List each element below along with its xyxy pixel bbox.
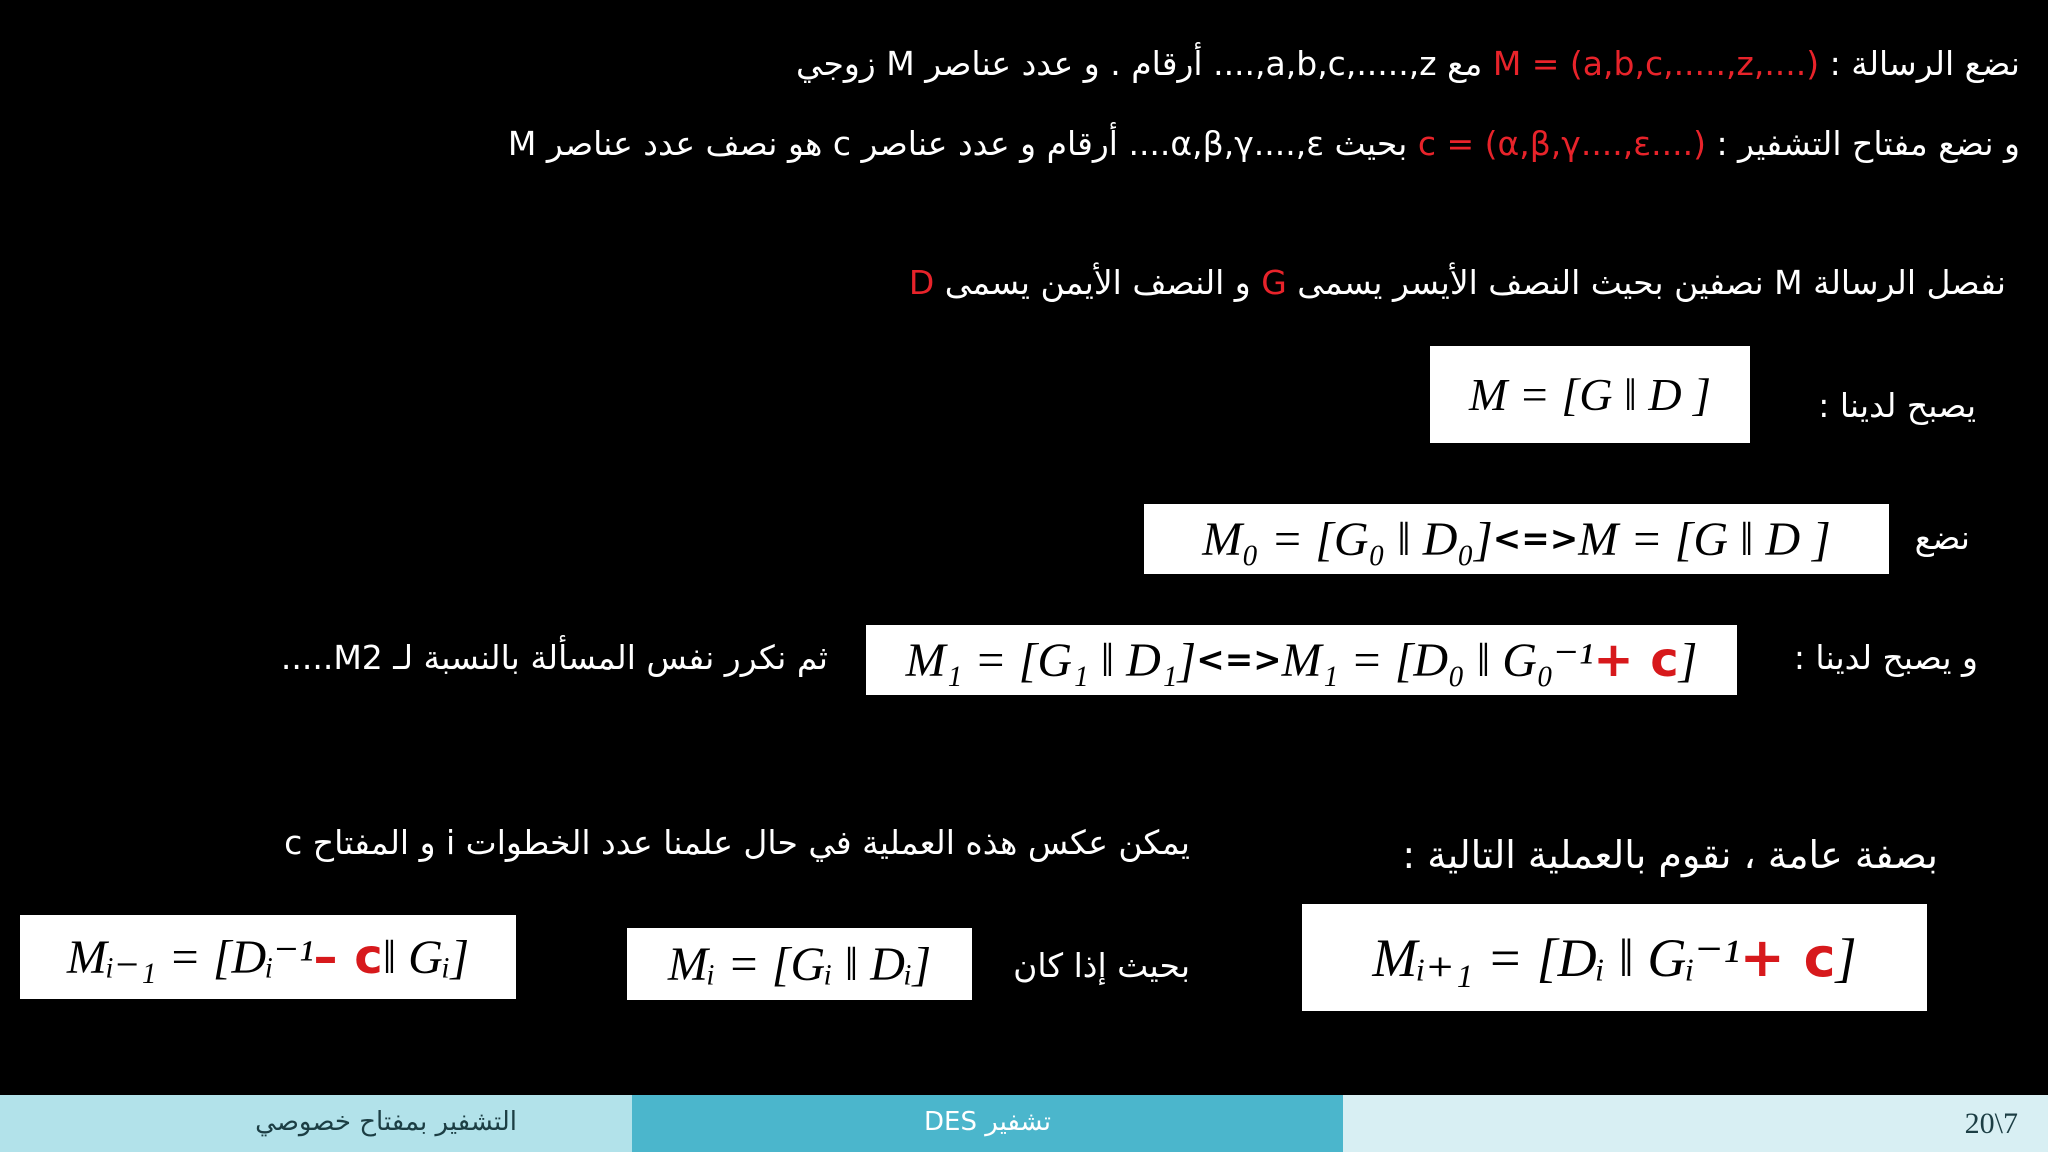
footer-topic: تشفير DES bbox=[924, 1107, 1051, 1137]
inverse-note: يمكن عكس هذه العملية في حال علمنا عدد الخطوات i و المفتاح c bbox=[284, 823, 1190, 862]
slide-number: 20\7 bbox=[1964, 1107, 2018, 1140]
if-condition-label: بحيث إذا كان bbox=[1013, 946, 1190, 985]
message-label: نضع الرسالة : bbox=[1819, 44, 2020, 83]
footer-left-section bbox=[0, 1095, 632, 1152]
formula-general-key: + c bbox=[1739, 926, 1836, 989]
key-formula: c = (α,β,γ....,ε....) bbox=[1417, 124, 1706, 163]
formula-inverse-key: – c bbox=[313, 929, 383, 985]
formula-m1-left: M₁ = [G₁ ‖ D₁] bbox=[905, 633, 1197, 687]
formula-m1 bbox=[866, 625, 1737, 695]
split-text-a: نفصل الرسالة M نصفين بحيث النصف الأيسر يسمى bbox=[1286, 263, 2006, 302]
formula-inverse-end: ‖ Gᵢ] bbox=[382, 930, 470, 984]
and-we-get-label: و يصبح لدينا : bbox=[1793, 638, 1978, 677]
formula-m1-end: ] bbox=[1678, 633, 1698, 687]
footer-center-section bbox=[632, 1095, 1343, 1152]
formula-mi: Mᵢ = [Gᵢ ‖ Dᵢ] bbox=[627, 928, 972, 1000]
footer-course-title: التشفير بمفتاح خصوصي bbox=[255, 1107, 517, 1137]
message-description: مع a,b,c,.....,z,.... أرقام . و عدد عناصر M زوجي bbox=[795, 44, 1493, 83]
formula-inverse-left: Mᵢ₋₁ = [Dᵢ⁻¹ bbox=[66, 931, 314, 984]
equivalence-arrow: <=> bbox=[1492, 519, 1579, 559]
right-half-name: D bbox=[908, 263, 935, 302]
key-definition-line bbox=[508, 124, 2020, 163]
formula-inverse bbox=[20, 915, 516, 999]
key-label: و نضع مفتاح التشفير : bbox=[1705, 124, 2020, 163]
formula-m1-key: + c bbox=[1593, 632, 1679, 688]
formula-general-left: Mᵢ₊₁ = [Dᵢ ‖ Gᵢ⁻¹ bbox=[1372, 928, 1740, 988]
left-half-name: G bbox=[1261, 263, 1287, 302]
footer-bar bbox=[0, 1095, 2048, 1152]
formula-m1-right: M₁ = [D₀ ‖ G₀⁻¹ bbox=[1281, 634, 1594, 687]
footer-right-section bbox=[1343, 1095, 2048, 1152]
message-definition-line bbox=[796, 44, 2020, 83]
we-set-label: نضع bbox=[1914, 518, 1970, 557]
key-description: بحيث α,β,γ....,ε.... أرقام و عدد عناصر c هو نصف عدد عناصر M bbox=[507, 124, 1418, 163]
formula-m0-right: M = [G ‖ D ] bbox=[1578, 512, 1831, 566]
message-formula: M = (a,b,c,.....,z,....) bbox=[1492, 44, 1820, 83]
repeat-note: ثم نكرر نفس المسألة بالنسبة لـ M2..... bbox=[280, 638, 828, 677]
formula-m0-left: M₀ = [G₀ ‖ D₀] bbox=[1202, 512, 1493, 566]
formula-general-end: ] bbox=[1835, 927, 1857, 988]
equivalence-arrow-2: <=> bbox=[1196, 640, 1282, 680]
split-definition-line bbox=[909, 263, 2006, 302]
we-get-label: يصبح لدينا : bbox=[1818, 386, 1976, 425]
split-text-b: و النصف الأيمن يسمى bbox=[934, 263, 1262, 302]
formula-m0 bbox=[1144, 504, 1889, 574]
formula-general bbox=[1302, 904, 1927, 1011]
general-case-label: بصفة عامة ، نقوم بالعملية التالية : bbox=[1402, 833, 1938, 877]
formula-m-gd: M = [G ‖ D ] bbox=[1430, 346, 1750, 443]
